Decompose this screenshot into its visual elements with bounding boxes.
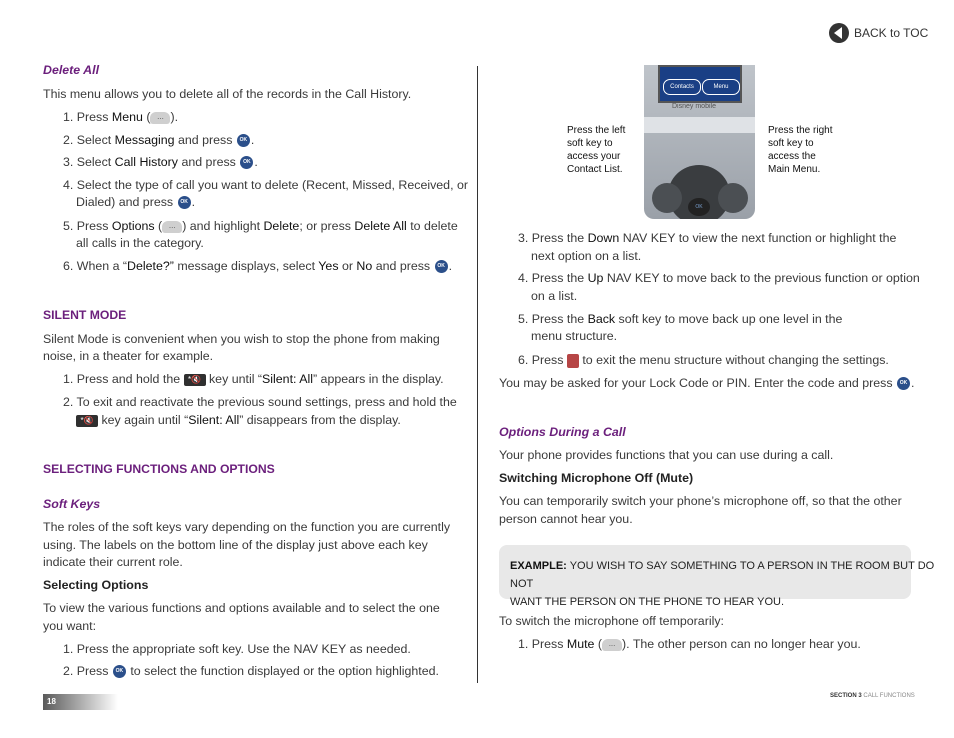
switch-mic-text: To switch the microphone off temporarily: bbox=[499, 614, 724, 628]
ok-key-icon: OK bbox=[240, 156, 253, 169]
example-label: EXAMPLE: bbox=[510, 560, 567, 572]
end-key-icon bbox=[567, 354, 579, 368]
callout-line: access the bbox=[768, 151, 816, 162]
silent-step-2: 2. To exit and reactivate the previous sound settings, press and hold the bbox=[63, 395, 457, 409]
step-text: 3. Press the bbox=[518, 231, 588, 245]
silent-step-1 bbox=[63, 371, 444, 388]
left-soft-key bbox=[652, 183, 682, 213]
silent-all-label: Silent: All bbox=[262, 372, 313, 386]
nav-ok-key: OK bbox=[688, 198, 710, 216]
soft-keys-heading: Soft Keys bbox=[43, 497, 101, 511]
selecting-step-1: 1. Press the appropriate soft key. Use the NAV KEY as needed. bbox=[63, 642, 411, 656]
step-text: key until “ bbox=[205, 372, 263, 386]
step-text: NAV KEY to move back to the previous function or option bbox=[603, 271, 920, 285]
step-text: 4. Press the bbox=[518, 271, 588, 285]
callout-line: Main Menu. bbox=[768, 164, 821, 175]
down-key-label: Down bbox=[587, 231, 620, 245]
nav-step-5-cont: menu structure. bbox=[531, 329, 618, 343]
screen-contacts-label: Contacts bbox=[663, 79, 701, 95]
step-text: and press bbox=[372, 259, 434, 273]
step-text: 1. Press bbox=[63, 110, 112, 124]
step-text: Dialed) and press bbox=[76, 195, 177, 209]
silent-mode-text-1: Silent Mode is convenient when you wish to stop the phone from making bbox=[43, 332, 440, 346]
delete-all-heading: Delete All bbox=[43, 63, 100, 77]
callout-line: soft key to bbox=[567, 138, 613, 149]
silent-step-2-cont bbox=[76, 412, 401, 429]
step-text: 5. Press the bbox=[518, 312, 588, 326]
back-to-toc-label: BACK to TOC bbox=[854, 26, 929, 40]
yes-key-label: Yes bbox=[318, 259, 339, 273]
step-text: You may be asked for your Lock Code or PIN. Enter the code and press bbox=[499, 376, 896, 390]
step-text: and press bbox=[174, 133, 236, 147]
step-text: ). bbox=[170, 110, 179, 124]
lock-code-text bbox=[499, 375, 914, 392]
step-text: or bbox=[338, 259, 357, 273]
ok-key-icon: OK bbox=[237, 134, 250, 147]
options-during-call-text: Your phone provides functions that you can use during a call. bbox=[499, 448, 834, 462]
nav-step-4-cont: on a list. bbox=[531, 289, 578, 303]
soft-keys-text-1: The roles of the soft keys vary depending on the function you are currently bbox=[43, 520, 451, 534]
nav-step-3-cont: next option on a list. bbox=[531, 249, 642, 263]
right-soft-key bbox=[718, 183, 748, 213]
step-text: NAV KEY to view the next function or highlight the bbox=[619, 231, 897, 245]
ok-key-icon: OK bbox=[897, 377, 910, 390]
delete-step-1: 1. Press Menu ( ... ). bbox=[63, 110, 179, 124]
selecting-step-2 bbox=[63, 663, 439, 680]
step-text: to delete bbox=[406, 219, 458, 233]
step-text: ). The other person can no longer hear you. bbox=[622, 637, 861, 651]
options-during-call-heading: Options During a Call bbox=[499, 425, 626, 439]
screen-menu-label: Menu bbox=[702, 79, 740, 95]
step-text: . bbox=[910, 376, 915, 390]
callout-left bbox=[567, 124, 625, 176]
callout-line: access your bbox=[567, 151, 621, 162]
mute-step-1: 1. Press Mute ( ... ). The other person can no longer hear you. bbox=[518, 637, 861, 651]
delete-prompt-label: Delete?” bbox=[127, 259, 174, 273]
step-text: 6. When a “ bbox=[63, 259, 128, 273]
section-footer bbox=[830, 693, 915, 699]
delete-step-4-cont: Dialed) and press OK . bbox=[76, 195, 196, 209]
step-text: ” disappears from the display. bbox=[239, 413, 401, 427]
selecting-options-text-2: you want: bbox=[43, 619, 97, 633]
example-line: WANT THE PERSON ON THE PHONE TO HEAR YOU. bbox=[510, 596, 785, 608]
softkey-icon: ... bbox=[602, 639, 622, 651]
soft-keys-text-3: indicate their current role. bbox=[43, 555, 183, 569]
mute-key-label: Mute bbox=[566, 637, 595, 651]
ok-key-icon: OK bbox=[113, 665, 126, 678]
messaging-key-label: Messaging bbox=[114, 133, 175, 147]
callout-line: Press the right bbox=[768, 125, 833, 136]
softkey-icon: ... bbox=[162, 221, 182, 233]
star-silent-key-icon: *🔇 bbox=[76, 415, 98, 427]
phone-screen bbox=[658, 65, 742, 103]
mute-heading: Switching Microphone Off (Mute) bbox=[499, 471, 694, 485]
mute-text-1: You can temporarily switch your phone’s microphone off, so that the other bbox=[499, 494, 902, 508]
silent-mode-text-2: noise, in a theater for example. bbox=[43, 349, 214, 363]
brand-logo: Disney mobile bbox=[672, 103, 716, 110]
step-text: 6. Press bbox=[518, 353, 567, 367]
callout-line: soft key to bbox=[768, 138, 814, 149]
back-key-label: Back bbox=[587, 312, 616, 326]
ok-key-icon: OK bbox=[178, 196, 191, 209]
section-name: CALL FUNCTIONS bbox=[861, 693, 915, 699]
softkey-icon: ... bbox=[150, 112, 170, 124]
ok-key-icon: OK bbox=[435, 260, 448, 273]
delete-step-2 bbox=[63, 132, 254, 149]
step-text: 2. Select bbox=[63, 133, 115, 147]
nav-step-5 bbox=[518, 311, 842, 328]
up-key-label: Up bbox=[587, 271, 604, 285]
step-text: key again until “ bbox=[98, 413, 189, 427]
section-label: SECTION 3 bbox=[830, 693, 862, 699]
back-to-toc-link[interactable] bbox=[829, 22, 928, 44]
delete-key-label: Delete bbox=[263, 219, 300, 233]
step-text: soft key to move back up one level in the bbox=[615, 312, 843, 326]
delete-step-4: 4. Select the type of call you want to delete (Recent, Missed, Received, or bbox=[63, 178, 468, 192]
nav-step-6 bbox=[518, 352, 889, 369]
soft-keys-text-2: using. The labels on the bottom line of the display just above each key bbox=[43, 538, 428, 552]
silent-all-label: Silent: All bbox=[188, 413, 240, 427]
selecting-options-text-1: To view the various functions and options available and to select the one bbox=[43, 601, 440, 615]
example-text bbox=[510, 557, 954, 611]
step-text: . bbox=[254, 155, 258, 169]
selecting-options-heading: Selecting Options bbox=[43, 578, 149, 592]
silent-mode-heading: SILENT MODE bbox=[43, 308, 127, 322]
nav-step-3 bbox=[518, 230, 896, 247]
step-text: . bbox=[250, 133, 255, 147]
menu-key-label: Menu bbox=[111, 110, 143, 124]
step-text: ; or press bbox=[299, 219, 355, 233]
step-text: . bbox=[448, 259, 453, 273]
callout-line: Press the left bbox=[567, 125, 626, 136]
step-text: 1. Press bbox=[518, 637, 567, 651]
back-arrow-icon bbox=[829, 23, 849, 43]
step-text: and press bbox=[178, 155, 240, 169]
step-text: message displays, select bbox=[173, 259, 319, 273]
options-key-label: Options bbox=[111, 219, 155, 233]
step-text: ) and highlight bbox=[182, 219, 264, 233]
star-silent-key-icon: *🔇 bbox=[184, 374, 206, 386]
callout-right bbox=[768, 124, 832, 176]
call-history-key-label: Call History bbox=[114, 155, 178, 169]
selecting-functions-heading: SELECTING FUNCTIONS AND OPTIONS bbox=[43, 462, 275, 476]
step-text: 2. Press bbox=[63, 664, 112, 678]
delete-step-6 bbox=[63, 258, 452, 275]
delete-step-5-cont: all calls in the category. bbox=[76, 236, 204, 250]
delete-all-intro: This menu allows you to delete all of the records in the Call History. bbox=[43, 87, 412, 101]
mute-text-2: person cannot hear you. bbox=[499, 512, 633, 526]
column-divider bbox=[477, 66, 478, 683]
phone-hinge bbox=[644, 117, 755, 133]
delete-step-3 bbox=[63, 154, 258, 171]
step-text: ” appears in the display. bbox=[312, 372, 444, 386]
no-key-label: No bbox=[356, 259, 373, 273]
page-number: 18 bbox=[47, 697, 56, 706]
nav-step-4 bbox=[518, 270, 920, 287]
example-line: YOU WISH TO SAY SOMETHING TO A PERSON IN THE ROOM BUT DO NOT bbox=[510, 560, 935, 590]
step-text: 5. Press bbox=[63, 219, 112, 233]
step-text: 1. Press and hold the bbox=[63, 372, 184, 386]
step-text: to select the function displayed or the option highlighted. bbox=[126, 664, 439, 678]
delete-all-key-label: Delete All bbox=[354, 219, 407, 233]
step-text: 3. Select bbox=[63, 155, 115, 169]
delete-step-5: 5. Press Options ( ... ) and highlight Delete; or press Delete All to delete bbox=[63, 219, 458, 233]
callout-line: Contact List. bbox=[567, 164, 623, 175]
phone-illustration bbox=[644, 65, 755, 219]
step-text: to exit the menu structure without changing the settings. bbox=[578, 353, 889, 367]
